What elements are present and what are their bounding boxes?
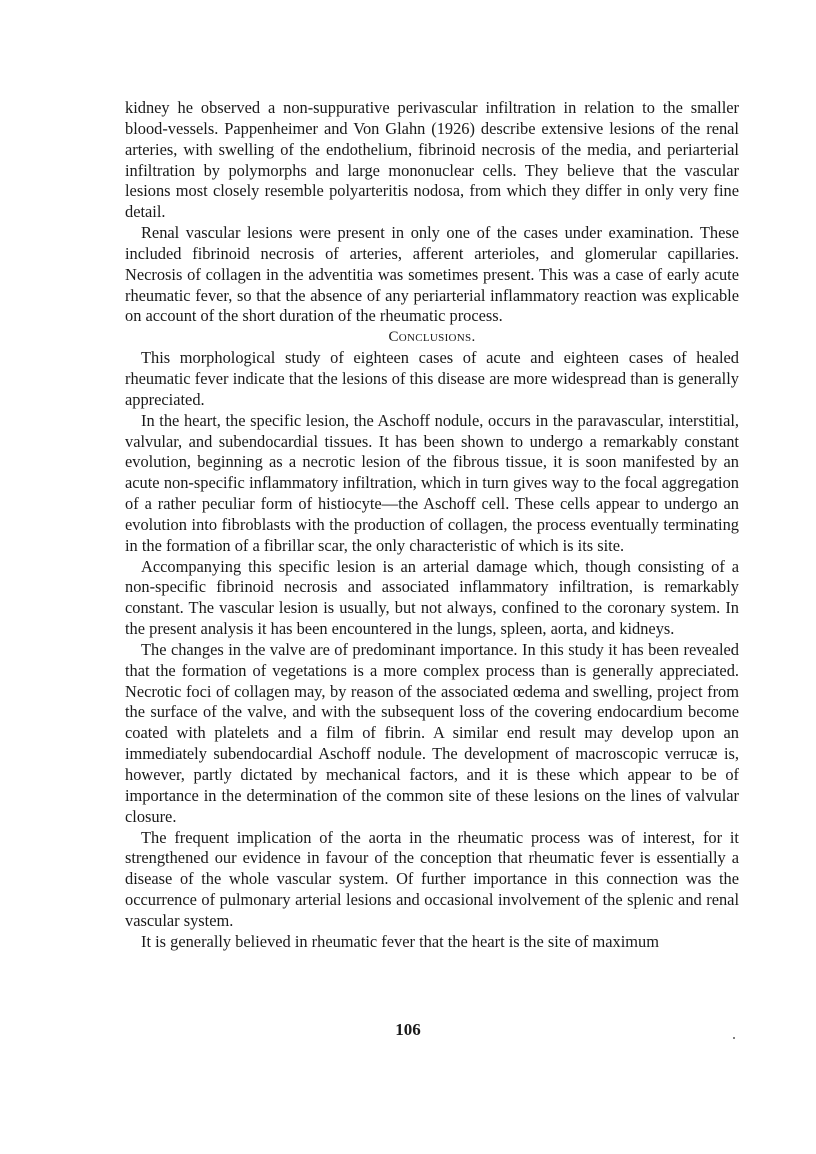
page-number: 106 xyxy=(395,1020,421,1039)
paragraph-conclusions-valve: The changes in the valve are of predominant importance. In this study it has been revealed that the formation of vegetations is a more complex process than is generally appreciated. Necrotic foci of collagen may, by reason of the associated œdema and swelling, project from the surface of the valve, and with the subsequent loss of the covering endocardium become coated with platelets and a film of fibrin. A similar end result may develop upon an immediately subendocardial Aschoff nodule. The development of macroscopic verrucæ is, however, partly dictated by mechanical factors, and it is these which appear to be of importance in the determination of the common site of these lesions on the lines of valvular closure. xyxy=(125,639,739,826)
paragraph-conclusions-heart-site: It is generally believed in rheumatic fever that the heart is the site of maximum xyxy=(141,931,659,951)
scan-speck xyxy=(733,1037,735,1039)
paragraph-renal-lesions-case: Renal vascular lesions were present in only one of the cases under examination. These included fibrinoid necrosis of arteries, afferent arterioles, and glomerular capillaries. Necrosis of collagen in the adventitia was sometimes present. This was a case of early acute rheumatic fever, so that the absence of any periarterial inflammatory reaction was explicable on account of the short duration of the rheumatic process. xyxy=(125,223,739,326)
paragraph-conclusions-study: This morphological study of eighteen cases of acute and eighteen cases of healed rheumatic fever indicate that the lesions of this disease are more widespread than is generally appreciated. xyxy=(125,348,739,409)
paragraph-conclusions-heart: In the heart, the specific lesion, the Aschoff nodule, occurs in the paravascular, interstitial, valvular, and subendocardial tissues. It has been shown to undergo a remarkably constant evolution, beginning as a necrotic lesion of the fibrous tissue, it is soon manifested by an acute non-specific inflammatory infiltration, which in turn gives way to the focal aggregation of a rather peculiar form of histiocyte—the Aschoff cell. These cells appear to undergo an evolution into fibroblasts with the production of collagen, the process eventually terminating in the formation of a fibrillar scar, the only characteristic of which is its site. xyxy=(125,410,739,555)
paragraph-renal-lesions-literature: kidney he observed a non-suppurative perivascular infiltration in relation to the smaller blood-vessels. Pappenheimer and Von Glahn (1926) describe extensive lesions of the renal arteries, with swelling of the endothelium, fibrinoid necrosis of the media, and periarterial infiltration by polymorphs and large mononuclear cells. They believe that the vascular lesions most closely resemble polyarteritis nodosa, from which they differ in only very fine detail. xyxy=(125,98,739,222)
paragraph-conclusions-aorta: The frequent implication of the aorta in the rheumatic process was of interest, for it strengthened our evidence in favour of the conception that rheumatic fever is essentially a disease of the whole vascular system. Of further importance in this connection was the occurrence of pulmonary arterial lesions and occasional involvement of the splenic and renal vascular system. xyxy=(125,827,739,930)
paragraph-conclusions-arterial: Accompanying this specific lesion is an arterial damage which, though consisting of a non-specific fibrinoid necrosis and associated inflammatory infiltration, is remarkably constant. The vascular lesion is usually, but not always, confined to the coronary system. In the present analysis it has been encountered in the lungs, spleen, aorta, and kidneys. xyxy=(125,556,739,639)
section-heading-conclusions: Conclusions. xyxy=(388,329,476,346)
document-page xyxy=(125,98,739,953)
